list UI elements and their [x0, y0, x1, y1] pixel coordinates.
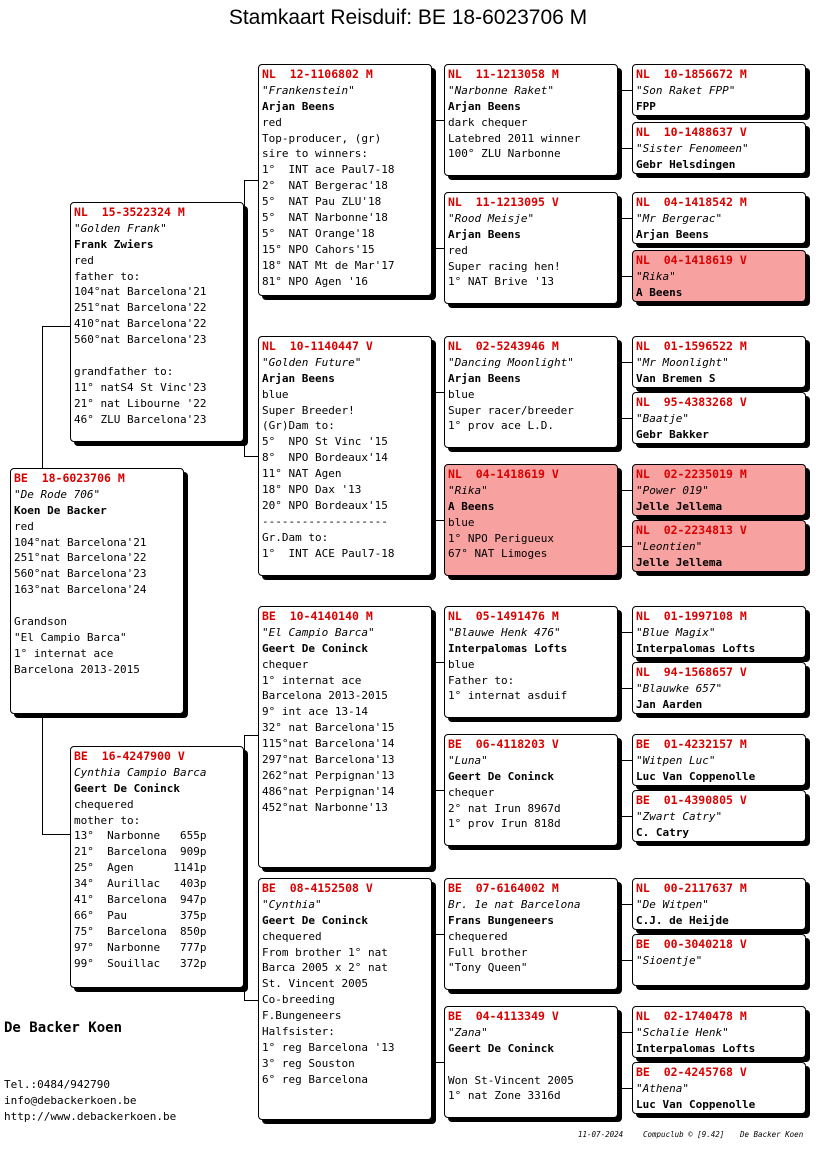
info-line: 15° NPO Cahors'15: [262, 242, 375, 256]
pigeon-name: "Blauwe Henk 476": [448, 625, 561, 639]
pigeon-name: "Frankenstein": [262, 83, 355, 97]
owner-name: Interpalomas Lofts: [636, 1041, 756, 1055]
info-line: 13° Narbonne 655p: [74, 829, 207, 843]
pigeon-name: "Witpen Luc": [636, 753, 716, 767]
connector-line: [618, 632, 619, 688]
pigeon-name: "Mr Bergerac": [636, 211, 723, 225]
info-line: 3° reg Souston: [262, 1056, 355, 1070]
ring-number: NL 04-1418619 V: [448, 467, 559, 481]
connector-line: [432, 662, 433, 790]
info-line: Halfsister:: [262, 1025, 335, 1039]
info-line: 81° NPO Agen '16: [262, 274, 368, 288]
info-line: 97° Narbonne 777p: [74, 940, 207, 954]
info-line: sire to winners:: [262, 147, 368, 161]
info-line: [448, 1057, 614, 1073]
info-line: 1° prov ace L.D.: [448, 419, 554, 433]
pigeon-card: [632, 934, 806, 986]
footer-software: Compuclub © [9.42]: [643, 1130, 725, 1139]
connector-line: [618, 688, 632, 689]
info-line: 297°nat Barcelona'13: [262, 753, 395, 767]
info-line: red: [74, 253, 94, 267]
owner-name: Luc Van Coppenolle: [636, 1097, 756, 1111]
info-line: Super racer/breeder: [448, 403, 574, 417]
info-line: Super Breeder!: [262, 403, 355, 417]
connector-line: [432, 1062, 444, 1063]
pigeon-card: [632, 520, 806, 572]
connector-line: [618, 362, 632, 363]
owner-name: Jan Aarden: [636, 697, 703, 711]
pigeon-card: [632, 392, 806, 444]
pigeon-card: [632, 1062, 806, 1114]
info-line: 104°nat Barcelona'21: [74, 285, 207, 299]
pigeon-name: "El Campio Barca": [262, 625, 375, 639]
info-line: 104°nat Barcelona'21: [14, 535, 147, 549]
pigeon-card: [258, 64, 432, 296]
connector-line: [618, 90, 632, 91]
info-line: 100° ZLU Narbonne: [448, 147, 561, 161]
info-line: "Tony Queen": [448, 961, 528, 975]
connector-line: [618, 904, 632, 905]
info-line: 34° Aurillac 403p: [74, 877, 207, 891]
info-line: dark chequer: [448, 115, 528, 129]
info-line: [14, 598, 180, 614]
connector-line: [618, 816, 632, 817]
pigeon-card: [444, 878, 618, 990]
owner-name: Frank Zwiers: [74, 237, 154, 251]
connector-line: [618, 1032, 619, 1088]
pigeon-card: [632, 878, 806, 930]
pigeon-name: "Rika": [636, 269, 676, 283]
info-line: 2° nat Irun 8967d: [448, 801, 561, 815]
info-line: Gr.Dam to:: [262, 530, 329, 544]
pigeon-name: "Son Raket FPP": [636, 83, 736, 97]
info-line: 560°nat Barcelona'23: [14, 567, 147, 581]
connector-line: [432, 662, 444, 663]
info-line: 1° internat ace: [14, 646, 114, 660]
info-line: blue: [448, 515, 475, 529]
pigeon-name: "Schalie Henk": [636, 1025, 729, 1039]
ring-number: NL 02-5243946 M: [448, 339, 559, 353]
info-line: 8° NPO Bordeaux'14: [262, 451, 388, 465]
connector-line: [244, 456, 258, 457]
info-line: grandfather to:: [74, 364, 174, 378]
owner-name: Arjan Beens: [448, 371, 521, 385]
info-line: 25° Agen 1141p: [74, 861, 207, 875]
pigeon-name: "Narbonne Raket": [448, 83, 554, 97]
info-line: 99° Souillac 372p: [74, 956, 207, 970]
pigeon-card: [632, 1006, 806, 1058]
info-line: 20° NPO Bordeaux'15: [262, 498, 388, 512]
connector-line: [618, 90, 619, 148]
pigeon-name: "Leontien": [636, 539, 703, 553]
info-line: 18° NAT Mt de Mar'17: [262, 258, 395, 272]
pigeon-card: [632, 662, 806, 714]
pigeon-card: [444, 606, 618, 718]
pigeon-card: [632, 122, 806, 174]
info-line: blue: [262, 387, 289, 401]
connector-line: [618, 960, 632, 961]
connector-line: [42, 326, 43, 468]
connector-line: [432, 934, 444, 935]
owner-name: Interpalomas Lofts: [448, 641, 568, 655]
connector-line: [432, 392, 444, 393]
connector-line: [618, 632, 632, 633]
ring-number: BE 18-6023706 M: [14, 471, 125, 485]
pigeon-card: [632, 606, 806, 658]
info-line: Barcelona 2013-2015: [14, 662, 140, 676]
connector-line: [618, 148, 632, 149]
contact-phone: Tel.:0484/942790: [4, 1078, 110, 1091]
connector-line: [432, 248, 444, 249]
pigeon-name: Br. 1e nat Barcelona: [448, 897, 581, 911]
page-title: Stamkaart Reisduif: BE 18-6023706 M: [228, 6, 588, 29]
info-line: Super racing hen!: [448, 259, 561, 273]
info-line: 21° Barcelona 909p: [74, 845, 207, 859]
ring-number: BE 04-4113349 V: [448, 1009, 559, 1023]
pigeon-name: "Zana": [448, 1025, 488, 1039]
info-line: 1° prov Irun 818d: [448, 817, 561, 831]
owner-name: Arjan Beens: [636, 227, 709, 241]
pigeon-card: [444, 192, 618, 304]
connector-line: [618, 546, 632, 547]
pigeon-name: "Cynthia": [262, 897, 322, 911]
info-line: 2° NAT Bergerac'18: [262, 179, 388, 193]
info-line: 5° NPO St Vinc '15: [262, 435, 388, 449]
owner-name: Koen De Backer: [14, 503, 107, 517]
connector-line: [618, 418, 632, 419]
connector-line: [618, 760, 619, 816]
connector-line: [618, 904, 619, 960]
connector-line: [244, 180, 258, 181]
owner-name: Geert De Coninck: [448, 769, 554, 783]
info-line: chequered: [262, 929, 322, 943]
connector-line: [432, 120, 444, 121]
pigeon-name: "Golden Frank": [74, 221, 167, 235]
footer-date: 11-07-2024: [578, 1130, 624, 1139]
ring-number: BE 01-4390805 V: [636, 793, 747, 807]
owner-name: Geert De Coninck: [262, 913, 368, 927]
pigeon-name: "Dancing Moonlight": [448, 355, 574, 369]
footer-breeder: De Backer Koen: [740, 1130, 804, 1139]
pigeon-card: [258, 336, 432, 576]
ring-number: NL 11-1213058 M: [448, 67, 559, 81]
owner-name: Gebr Helsdingen: [636, 157, 736, 171]
info-line: 115°nat Barcelona'14: [262, 737, 395, 751]
info-line: 11° NAT Agen: [262, 467, 342, 481]
pigeon-name: "Blue Magix": [636, 625, 716, 639]
info-line: 1° reg Barcelona '13: [262, 1040, 395, 1054]
owner-name: Arjan Beens: [448, 227, 521, 241]
info-line: (Gr)Dam to:: [262, 419, 335, 433]
ring-number: BE 10-4140140 M: [262, 609, 373, 623]
pigeon-card: [444, 464, 618, 576]
info-line: 560°nat Barcelona'23: [74, 333, 207, 347]
info-line: [74, 348, 240, 364]
pigeon-name: "Power 019": [636, 483, 709, 497]
info-line: From brother 1° nat: [262, 945, 388, 959]
ring-number: NL 01-1997108 M: [636, 609, 747, 623]
info-line: 1° internat asduif: [448, 689, 568, 703]
pigeon-card: [444, 64, 618, 176]
ring-number: BE 08-4152508 V: [262, 881, 373, 895]
connector-line: [432, 120, 433, 248]
info-line: 21° nat Libourne '22: [74, 396, 207, 410]
info-line: Barca 2005 x 2° nat: [262, 961, 388, 975]
owner-name: Luc Van Coppenolle: [636, 769, 756, 783]
owner-name: FPP: [636, 99, 656, 113]
pigeon-card: [632, 734, 806, 786]
owner-name: Geert De Coninck: [74, 781, 180, 795]
info-line: 5° NAT Orange'18: [262, 226, 375, 240]
pigeon-name: "Mr Moonlight": [636, 355, 729, 369]
info-line: blue: [448, 387, 475, 401]
info-line: 1° nat Zone 3316d: [448, 1089, 561, 1103]
owner-name: A Beens: [448, 499, 495, 513]
owner-name: Interpalomas Lofts: [636, 641, 756, 655]
ring-number: NL 10-1856672 M: [636, 67, 747, 81]
info-line: mother to:: [74, 813, 141, 827]
info-line: 1° INT ace Paul7-18: [262, 163, 395, 177]
owner-name: C.J. de Heijde: [636, 913, 729, 927]
connector-line: [244, 735, 245, 1000]
info-line: blue: [448, 657, 475, 671]
info-line: chequered: [448, 929, 508, 943]
owner-name: Van Bremen S: [636, 371, 716, 385]
pigeon-name: "Luna": [448, 753, 488, 767]
ring-number: NL 00-2117637 M: [636, 881, 747, 895]
pigeon-name: Cynthia Campio Barca: [74, 765, 207, 779]
info-line: 32° nat Barcelona'15: [262, 721, 395, 735]
pigeon-card: [632, 336, 806, 388]
ring-number: BE 00-3040218 V: [636, 937, 747, 951]
info-line: red: [262, 115, 282, 129]
info-line: F.Bungeneers: [262, 1009, 342, 1023]
info-line: 67° NAT Limoges: [448, 547, 548, 561]
connector-line: [432, 520, 444, 521]
owner-name: C. Catry: [636, 825, 689, 839]
owner-name: [636, 969, 802, 985]
pigeon-card: [70, 202, 244, 442]
contact-email[interactable]: info@debackerkoen.be: [4, 1093, 137, 1107]
info-line: Top-producer, (gr): [262, 131, 382, 145]
contact-info: [4, 1077, 176, 1125]
connector-line: [618, 490, 619, 546]
ring-number: NL 01-1596522 M: [636, 339, 747, 353]
owner-name: Jelle Jellema: [636, 499, 723, 513]
ring-number: NL 95-4383268 V: [636, 395, 747, 409]
pigeon-name: "Sister Fenomeen": [636, 141, 749, 155]
owner-name: A Beens: [636, 285, 683, 299]
connector-line: [618, 760, 632, 761]
connector-line: [244, 180, 245, 456]
info-line: Full brother: [448, 945, 528, 959]
ring-number: BE 02-4245768 V: [636, 1065, 747, 1079]
info-line: 163°nat Barcelona'24: [14, 583, 147, 597]
owner-name: Jelle Jellema: [636, 555, 723, 569]
info-line: 6° reg Barcelona: [262, 1072, 368, 1086]
breeder-name: De Backer Koen: [4, 1020, 123, 1036]
ring-number: NL 11-1213095 V: [448, 195, 559, 209]
owner-name: Arjan Beens: [262, 371, 335, 385]
connector-line: [42, 326, 70, 327]
pigeon-name: "Rika": [448, 483, 488, 497]
info-line: 251°nat Barcelona'22: [14, 551, 147, 565]
pigeon-name: "Baatje": [636, 411, 689, 425]
pigeon-card: [632, 64, 806, 116]
pigeon-card: [10, 468, 184, 714]
connector-line: [432, 934, 433, 1062]
pigeon-card: [444, 336, 618, 448]
ring-number: NL 02-2235019 M: [636, 467, 747, 481]
connector-line: [618, 1032, 632, 1033]
owner-name: Arjan Beens: [448, 99, 521, 113]
info-line: 262°nat Perpignan'13: [262, 768, 395, 782]
info-line: 251°nat Barcelona'22: [74, 301, 207, 315]
ring-number: NL 04-1418542 M: [636, 195, 747, 209]
contact-website[interactable]: http://www.debackerkoen.be: [4, 1109, 177, 1123]
info-line: 11° natS4 St Vinc'23: [74, 380, 207, 394]
connector-line: [42, 834, 70, 835]
pigeon-name: "Sioentje": [636, 953, 703, 967]
info-line: 46° ZLU Barcelona'23: [74, 412, 207, 426]
owner-name: Arjan Beens: [262, 99, 335, 113]
pigeon-name: "Athena": [636, 1081, 689, 1095]
info-line: 18° NPO Dax '13: [262, 483, 362, 497]
owner-name: Gebr Bakker: [636, 427, 709, 441]
pigeon-name: "Blauwke 657": [636, 681, 723, 695]
connector-line: [42, 714, 43, 834]
pigeon-name: "Rood Meisje": [448, 211, 535, 225]
info-line: chequered: [74, 797, 134, 811]
info-line: red: [14, 519, 34, 533]
info-line: chequer: [262, 657, 309, 671]
pigeon-name: "Zwart Catry": [636, 809, 723, 823]
info-line: 1° NAT Brive '13: [448, 275, 554, 289]
info-line: 1° internat ace: [262, 673, 362, 687]
ring-number: NL 02-1740478 M: [636, 1009, 747, 1023]
ring-number: NL 02-2234813 V: [636, 523, 747, 537]
ring-number: NL 10-1140447 V: [262, 339, 373, 353]
info-line: "El Campio Barca": [14, 630, 127, 644]
connector-line: [244, 735, 258, 736]
pigeon-card: [444, 1006, 618, 1118]
pigeon-name: "De Witpen": [636, 897, 709, 911]
info-line: Latebred 2011 winner: [448, 131, 581, 145]
connector-line: [618, 276, 632, 277]
info-line: Father to:: [448, 673, 515, 687]
info-line: St. Vincent 2005: [262, 977, 368, 991]
info-line: Grandson: [14, 615, 67, 629]
pigeon-card: [632, 464, 806, 516]
info-line: chequer: [448, 785, 495, 799]
info-line: 5° NAT Pau ZLU'18: [262, 195, 382, 209]
info-line: 66° Pau 375p: [74, 908, 207, 922]
info-line: 1° INT ACE Paul7-18: [262, 546, 395, 560]
info-line: 41° Barcelona 947p: [74, 893, 207, 907]
info-line: 410°nat Barcelona'22: [74, 317, 207, 331]
info-line: father to:: [74, 269, 141, 283]
connector-line: [618, 490, 632, 491]
info-line: Won St-Vincent 2005: [448, 1073, 574, 1087]
ring-number: BE 16-4247900 V: [74, 749, 185, 763]
info-line: Barcelona 2013-2015: [262, 689, 388, 703]
info-line: 9° int ace 13-14: [262, 705, 368, 719]
ring-number: NL 15-3522324 M: [74, 205, 185, 219]
connector-line: [618, 218, 619, 276]
info-line: 452°nat Narbonne'13: [262, 800, 388, 814]
owner-name: Geert De Coninck: [448, 1041, 554, 1055]
pigeon-card: [258, 878, 432, 1120]
info-line: Co-breeding: [262, 993, 335, 1007]
connector-line: [618, 1088, 632, 1089]
info-line: 75° Barcelona 850p: [74, 924, 207, 938]
connector-line: [432, 790, 444, 791]
ring-number: BE 06-4118203 V: [448, 737, 559, 751]
ring-number: NL 94-1568657 V: [636, 665, 747, 679]
ring-number: NL 05-1491476 M: [448, 609, 559, 623]
pigeon-card: [632, 250, 806, 302]
ring-number: NL 12-1106802 M: [262, 67, 373, 81]
connector-line: [244, 1000, 258, 1001]
pigeon-name: "De Rode 706": [14, 487, 101, 501]
ring-number: NL 10-1488637 V: [636, 125, 747, 139]
ring-number: BE 07-6164002 M: [448, 881, 559, 895]
connector-line: [432, 392, 433, 520]
pigeon-card: [632, 192, 806, 244]
pigeon-card: [444, 734, 618, 846]
ring-number: NL 04-1418619 V: [636, 253, 747, 267]
info-line: red: [448, 243, 468, 257]
pigeon-name: "Golden Future": [262, 355, 362, 369]
info-line: 486°nat Perpignan'14: [262, 784, 395, 798]
info-line: 1° NPO Perigueux: [448, 531, 554, 545]
pigeon-card: [632, 790, 806, 842]
connector-line: [618, 362, 619, 418]
info-line: -------------------: [262, 514, 388, 528]
owner-name: Geert De Coninck: [262, 641, 368, 655]
info-line: 5° NAT Narbonne'18: [262, 211, 388, 225]
connector-line: [618, 218, 632, 219]
pigeon-card: [258, 606, 432, 868]
owner-name: Frans Bungeneers: [448, 913, 554, 927]
pigeon-card: [70, 746, 244, 988]
ring-number: BE 01-4232157 M: [636, 737, 747, 751]
